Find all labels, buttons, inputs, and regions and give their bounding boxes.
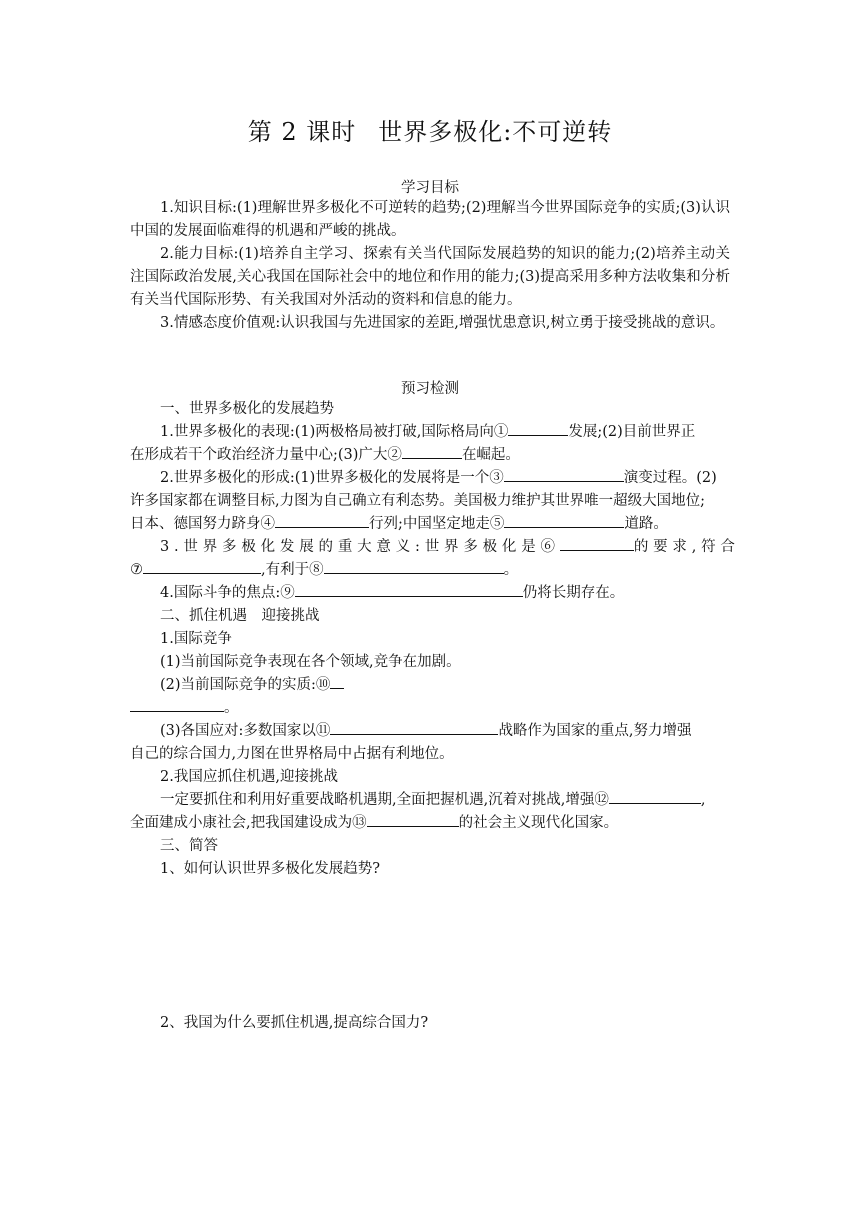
objective-text: 2.能力目标:(1)培养自主学习、探索有关当代国际发展趋势的知识的能力;(2)培养主动关注国际政治发展,关心我国在国际社会中的地位和作用的能力;(3)提高采用多种方法收集和分析有关当代国际形势、有关我国对外活动的资料和信息的能力。 [130,246,730,308]
question-4-line: 4.国际斗争的焦点:⑨ 仍将长期存在。 [160,582,760,605]
objectives-heading: 学习目标 [401,180,459,196]
question-1-line-2: 在形成若干个政治经济力量中心;(3)广大② 在崛起。 [130,444,730,467]
question-1-line-1: 1.世界多极化的表现:(1)两极格局被打破,国际格局向① 发展;(2)目前世界正 [160,421,760,444]
part2-sub1-item3: (3)各国应对:多数国家以⑪ 战略作为国家的重点,努力增强 [160,720,760,743]
part2-sub1-item3-cont: 自己的综合国力,力图在世界格局中占据有利地位。 [130,746,454,762]
answer-blank-8[interactable] [324,559,504,574]
answer-blank-7[interactable] [143,559,261,574]
part3-heading: 三、简答 [160,838,218,854]
preview-heading: 预习检测 [401,381,459,397]
answer-blank-4[interactable] [275,513,369,528]
short-answer-1: 1、如何认识世界多极化发展趋势? [160,861,380,877]
part2-sub2-line1: 一定要抓住和利用好重要战略机遇期,全面把握机遇,沉着对挑战,增强⑫ , [160,789,760,812]
question-2-line-2: 许多国家都在调整目标,力图为自己确立有利态势。美国极力维护其世界唯一超级大国地位; [130,493,705,509]
answer-blank-5[interactable] [504,513,624,528]
answer-blank-12[interactable] [609,789,701,804]
objective-item-3 [130,312,730,335]
part2-sub1-item2-cont: 。 [130,697,730,720]
objective-item-2 [130,243,730,312]
objective-item-1 [130,197,730,243]
objective-text: 3.情感态度价值观:认识我国与先进国家的差距,增强忧患意识,树立勇于接受挑战的意识。 [160,315,725,331]
part2-sub1: 1.国际竞争 [160,631,232,647]
lesson-topic: 世界多极化:不可逆转 [378,118,613,146]
answer-blank-2[interactable] [402,444,462,459]
part1-heading: 一、世界多极化的发展趋势 [160,401,334,417]
part2-heading: 二、抓住机遇 迎接挑战 [160,608,320,624]
question-2-line-3: 日本、德国努力跻身④ 行列;中国坚定地走⑤ 道路。 [130,513,730,536]
part2-sub1-item1: (1)当前国际竞争表现在各个领域,竞争在加剧。 [160,654,461,670]
answer-blank-13[interactable] [367,812,459,827]
question-3-line-2: ⑦ ,有利于⑧ 。 [130,559,730,582]
answer-blank-9[interactable] [295,582,523,597]
part2-sub1-item2: (2)当前国际竞争的实质:⑩ [160,674,760,697]
part2-sub2: 2.我国应抓住机遇,迎接挑战 [160,769,338,785]
answer-blank-11[interactable] [330,720,498,735]
question-2-line-1: 2.世界多极化的形成:(1)世界多极化的发展将是一个③ 演变过程。(2) [160,467,760,490]
answer-blank-10-start[interactable] [330,674,344,689]
part2-sub2-line2: 全面建成小康社会,把我国建设成为⑬ 的社会主义现代化国家。 [130,812,730,835]
answer-blank-1[interactable] [508,421,568,436]
question-3-line-1: 3.世界多极化发展的重大意义:世界多极化是⑥ 的要求,符合 [160,536,760,559]
lesson-number: 第 2 课时 [247,118,357,146]
objective-text: 1.知识目标:(1)理解世界多极化不可逆转的趋势;(2)理解当今世界国际竞争的实质;(3)认识中国的发展面临难得的机遇和严峻的挑战。 [130,200,730,239]
answer-blank-3[interactable] [504,467,624,482]
answer-blank-10[interactable] [130,697,224,712]
page-title [0,112,860,147]
short-answer-2: 2、我国为什么要抓住机遇,提高综合国力? [160,1015,429,1031]
answer-blank-6[interactable] [560,536,634,551]
